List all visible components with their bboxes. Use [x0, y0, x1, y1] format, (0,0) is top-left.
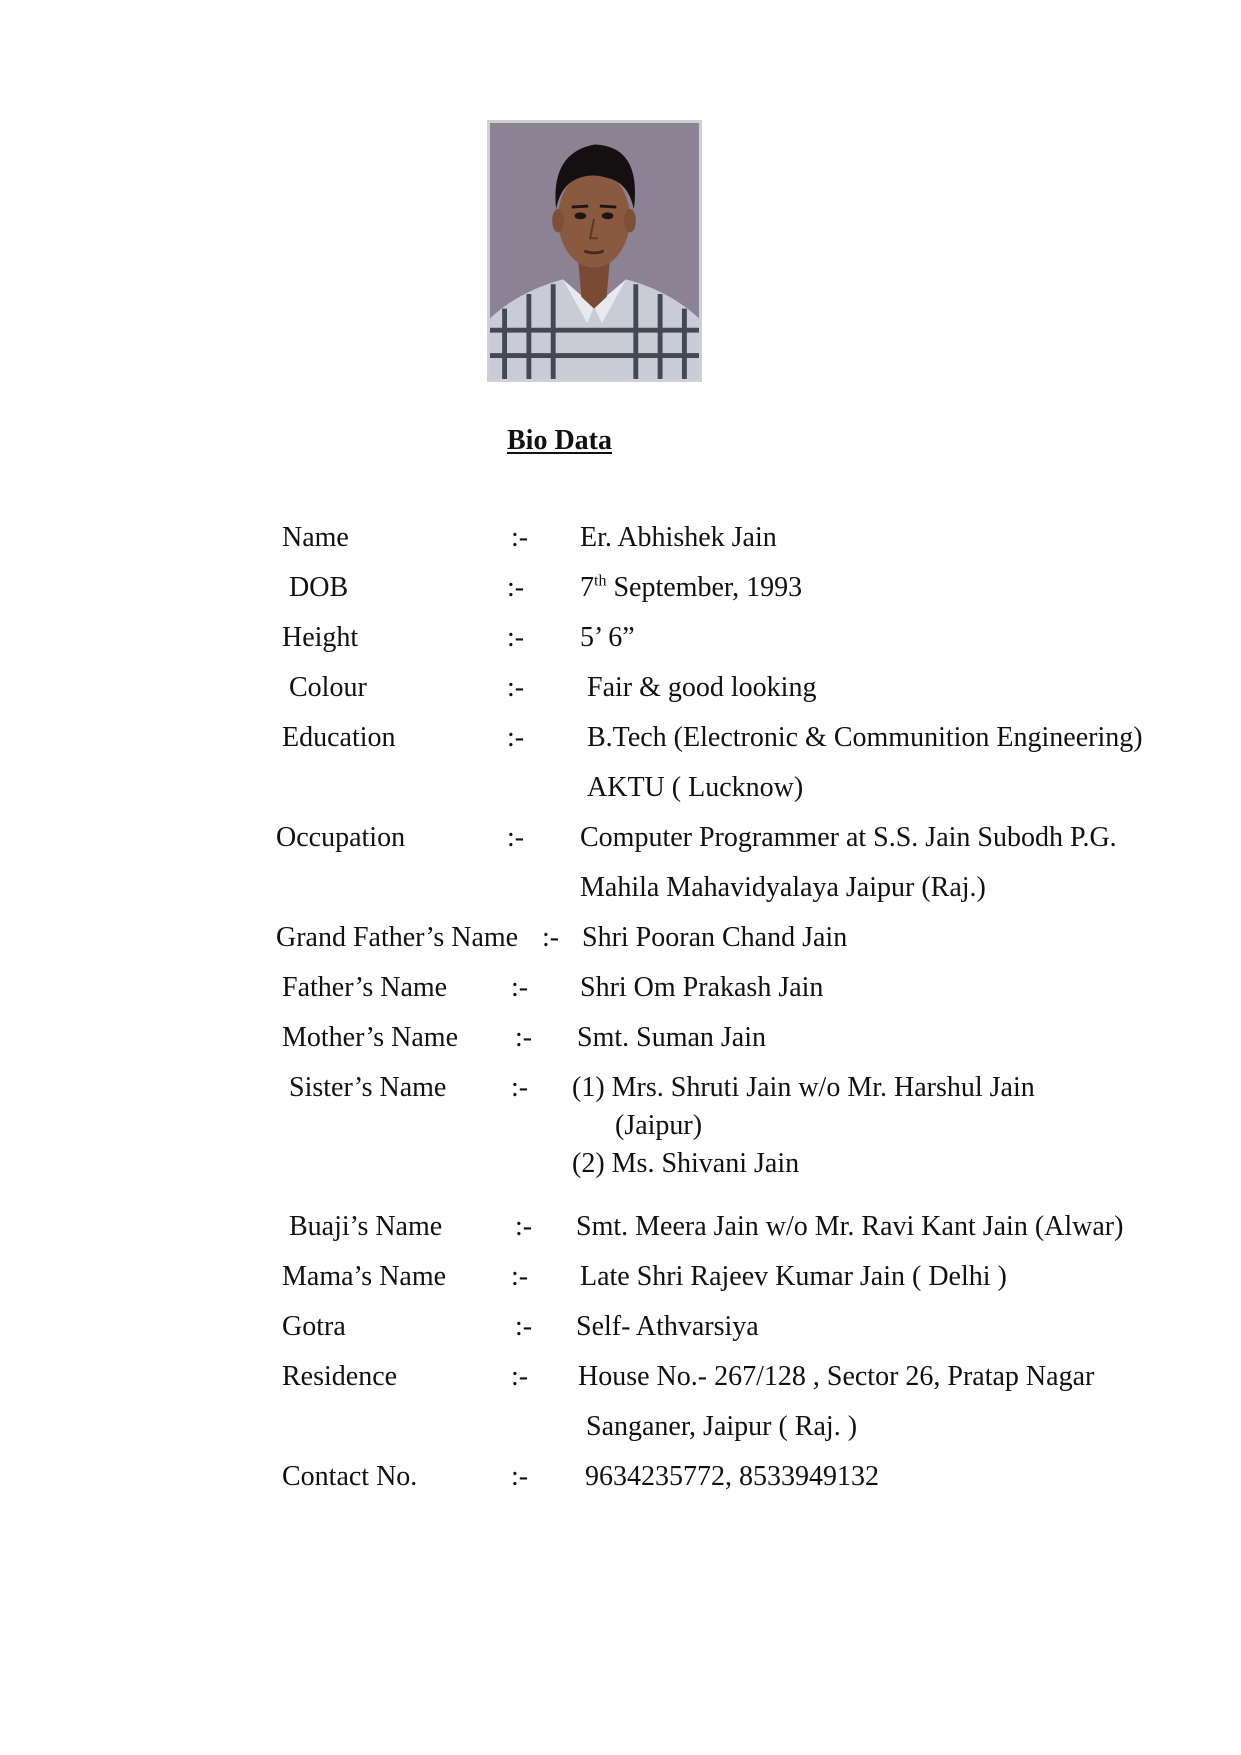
name-value: Er. Abhishek Jain: [580, 522, 777, 553]
occupation-value-line1: Computer Programmer at S.S. Jain Subodh P.G.: [580, 822, 1117, 853]
sister-value-line3: (2) Ms. Shivani Jain: [572, 1148, 800, 1179]
residence-label: Residence: [282, 1361, 398, 1392]
gotra-label: Gotra: [282, 1311, 346, 1342]
contact-label: Contact No.: [282, 1461, 418, 1492]
dob-day: 7: [580, 572, 594, 603]
contact-separator: :-: [511, 1461, 529, 1492]
portrait-illustration: [490, 123, 699, 379]
sister-label: Sister’s Name: [289, 1072, 447, 1103]
colour-label: Colour: [289, 672, 367, 703]
gotra-value: Self- Athvarsiya: [576, 1311, 759, 1342]
dob-day-suffix: th: [594, 572, 607, 590]
height-separator: :-: [507, 622, 525, 653]
residence-value-line2: Sanganer, Jaipur ( Raj. ): [586, 1411, 858, 1442]
father-separator: :-: [511, 972, 529, 1003]
education-value-line2: AKTU ( Lucknow): [587, 772, 804, 803]
portrait-photo: [487, 120, 702, 382]
mama-value: Late Shri Rajeev Kumar Jain ( Delhi ): [580, 1261, 1007, 1292]
dob-rest: September, 1993: [606, 572, 803, 603]
page-title: Bio Data: [507, 425, 612, 456]
occupation-label: Occupation: [276, 822, 406, 853]
colour-value: Fair & good looking: [587, 672, 817, 703]
grandfather-value: Shri Pooran Chand Jain: [582, 922, 848, 953]
contact-value: 9634235772, 8533949132: [585, 1461, 879, 1492]
grandfather-separator: :-: [542, 922, 560, 953]
name-separator: :-: [511, 522, 529, 553]
dob-value: [580, 572, 802, 604]
buaji-label: Buaji’s Name: [289, 1211, 443, 1242]
height-value: 5’ 6”: [580, 622, 635, 653]
colour-separator: :-: [507, 672, 525, 703]
buaji-separator: :-: [515, 1211, 533, 1242]
grandfather-label: Grand Father’s Name: [276, 922, 519, 953]
mother-value: Smt. Suman Jain: [577, 1022, 767, 1053]
residence-value-line1: House No.- 267/128 , Sector 26, Pratap Nagar: [578, 1361, 1095, 1392]
father-label: Father’s Name: [282, 972, 448, 1003]
education-value-line1: B.Tech (Electronic & Communition Engineering): [587, 722, 1143, 753]
gotra-separator: :-: [515, 1311, 533, 1342]
buaji-value: Smt. Meera Jain w/o Mr. Ravi Kant Jain (Alwar): [576, 1211, 1124, 1242]
occupation-value-line2: Mahila Mahavidyalaya Jaipur (Raj.): [580, 872, 986, 903]
mama-label: Mama’s Name: [282, 1261, 447, 1292]
mama-separator: :-: [511, 1261, 529, 1292]
height-label: Height: [282, 622, 359, 653]
residence-separator: :-: [511, 1361, 529, 1392]
dob-label: DOB: [289, 572, 349, 603]
education-separator: :-: [507, 722, 525, 753]
sister-value-line2: (Jaipur): [615, 1110, 703, 1141]
occupation-separator: :-: [507, 822, 525, 853]
father-value: Shri Om Prakash Jain: [580, 972, 824, 1003]
name-label: Name: [282, 522, 349, 553]
sister-separator: :-: [511, 1072, 529, 1103]
mother-separator: :-: [515, 1022, 533, 1053]
mother-label: Mother’s Name: [282, 1022, 458, 1053]
sister-value-line1: (1) Mrs. Shruti Jain w/o Mr. Harshul Jain: [572, 1072, 1035, 1103]
education-label: Education: [282, 722, 396, 753]
dob-separator: :-: [507, 572, 525, 603]
